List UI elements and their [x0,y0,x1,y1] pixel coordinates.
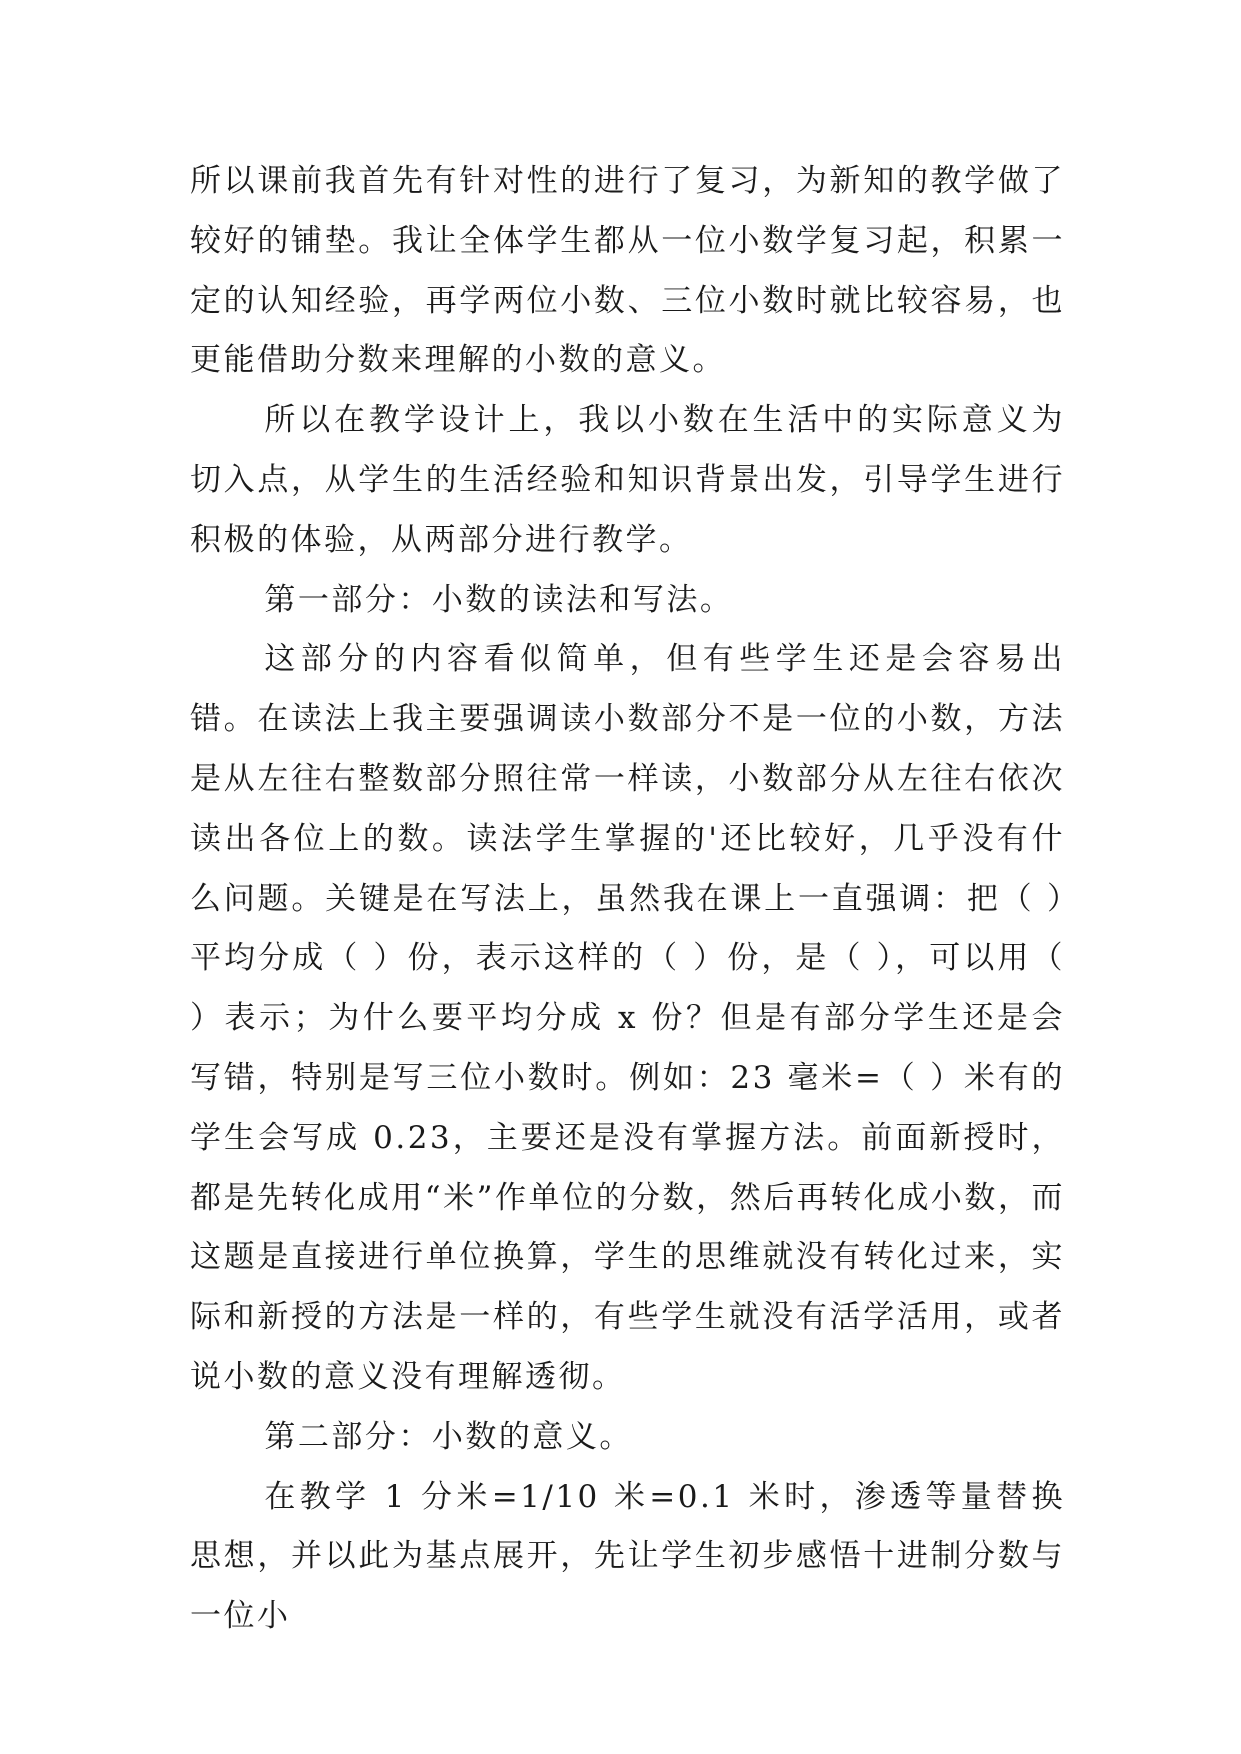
paragraph-reading-writing: 这部分的内容看似简单，但有些学生还是会容易出错。在读法上我主要强调读小数部分不是一位的小数，方法是从左往右整数部分照往常一样读，小数部分从左往右依次读出各位上的数。读法学生掌握的'还比较好，几乎没有什么问题。关键是在写法上，虽然我在课上一直强调：把（ ）平均分成（ ）份，表示这样的（ ）份，是（ ），可以用（ ）表示；为什么要平均分成 x 份？但是有部分学生还是会写错，特别是写三位小数时。例如：23 毫米=（ ）米有的学生会写成 0.23，主要还是没有掌握方法。前面新授时，都是先转化成用“米”作单位的分数，然后再转化成小数，而这题是直接进行单位换算，学生的思维就没有转化过来，实际和新授的方法是一样的，有些学生就没有活学活用，或者说小数的意义没有理解透彻。 [190,641,1065,1395]
paragraph-review: 所以课前我首先有针对性的进行了复习，为新知的教学做了较好的铺垫。我让全体学生都从一位小数学复习起，积累一定的认知经验，再学两位小数、三位小数时就比较容易，也更能借助分数来理解的小数的意义。 [190,163,1065,379]
paragraph-meaning: 在教学 1 分米=1/10 米=0.1 米时，渗透等量替换思想，并以此为基点展开，先让学生初步感悟十进制分数与一位小 [190,1478,1065,1635]
paragraph-design: 所以在教学设计上，我以小数在生活中的实际意义为切入点，从学生的生活经验和知识背景出发，引导学生进行积极的体验，从两部分进行教学。 [190,402,1065,558]
section-heading-part-one: 第一部分：小数的读法和写法。 [264,581,734,618]
section-heading-part-two: 第二部分：小数的意义。 [264,1418,633,1455]
document-body [190,152,1065,1647]
